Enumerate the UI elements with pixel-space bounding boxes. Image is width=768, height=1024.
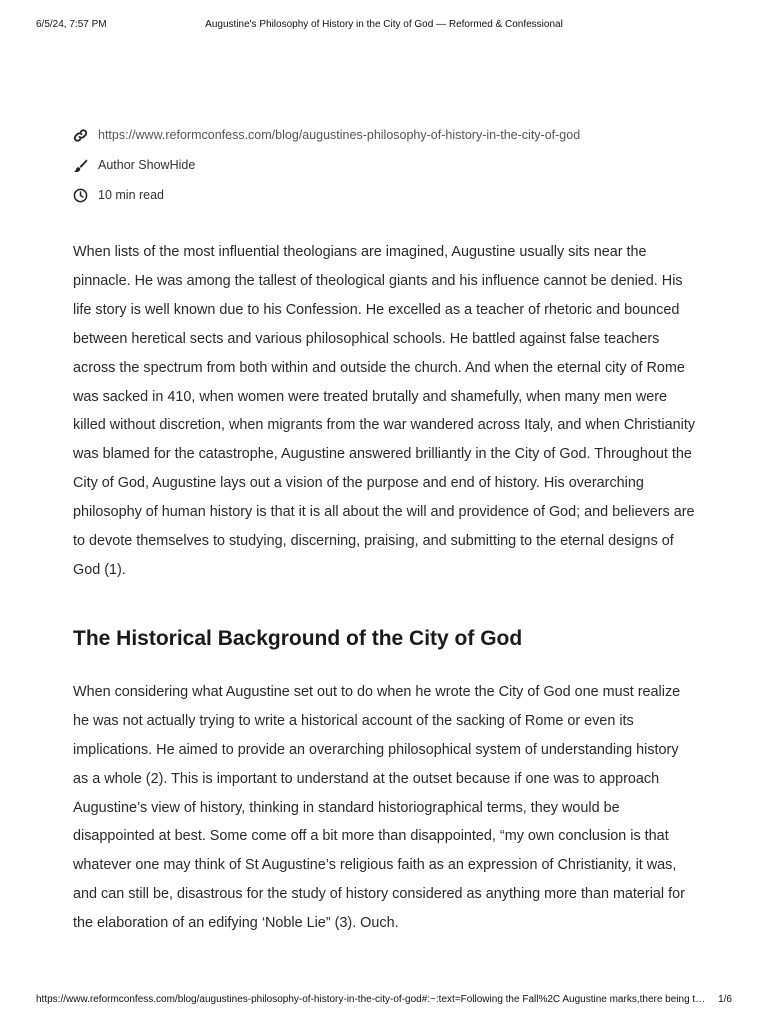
- print-datetime: 6/5/24, 7:57 PM: [36, 19, 107, 30]
- article-url-link[interactable]: https://www.reformconfess.com/blog/augustines-philosophy-of-history-in-the-city-of-god: [98, 128, 581, 142]
- print-page-title: Augustine's Philosophy of History in the City of God — Reformed & Confessional: [205, 19, 563, 30]
- intro-paragraph: When lists of the most influential theologians are imagined, Augustine usually sits near the pinnacle. He was among the tallest of theological giants and his influence cannot be denied. His life story is well known due to his Confession. He excelled as a teacher of rhetoric and bounced between heretical sects and various philosophical schools. He battled against false teachers across the spectrum from both within and outside the church. And when the eternal city of Rome was sacked in 410, when women were treated brutally and shamefully, when many men were killed without discretion, when migrants from the war wandered across Italy, and when Christianity was blamed for the catastrophe, Augustine answered brilliantly in the City of God. Throughout the City of God, Augustine lays out a vision of the purpose and end of history. His overarching philosophy of human history is that it is all about the will and providence of God; and believers are to devote themselves to studying, discerning, praising, and submitting to the eternal designs of God (1).: [73, 244, 696, 578]
- article-url-row: [72, 120, 712, 150]
- print-footer: [0, 994, 768, 1010]
- clock-icon: [72, 187, 88, 203]
- article-content: [73, 238, 697, 938]
- section-heading: The Historical Background of the City of God: [73, 626, 523, 650]
- article-meta: [72, 120, 712, 210]
- section-paragraph: When considering what Augustine set out to do when he wrote the City of God one must realize he was not actually trying to write a historical account of the sacking of Rome or even its implications. He aimed to provide an overarching philosophical system of understanding history as a whole (2). This is important to understand at the outset because if one was to approach Augustine’s view of history, thinking in standard historiographical terms, they would be disappointed at best. Some come off a bit more than disappointed, “my own conclusion is that whatever one may think of St Augustine’s religious faith as an expression of Christianity, it was, and can still be, disastrous for the study of history considered as anything more than material for the elaboration of an edifying ‘Noble Lie” (3). Ouch.: [73, 683, 685, 932]
- author-row: [72, 150, 712, 180]
- print-header: [0, 0, 768, 40]
- print-footer-url: https://www.reformconfess.com/blog/augustines-philosophy-of-history-in-the-city-of-god#:~:text=Following the Fall%2C Augustine marks,there being t…: [36, 994, 706, 1005]
- read-time-row: [72, 180, 712, 210]
- brush-icon: [72, 157, 88, 173]
- author-text[interactable]: Author ShowHide: [98, 158, 196, 172]
- link-icon: [72, 127, 88, 143]
- page-number: 1/6: [718, 994, 732, 1005]
- read-time-text: 10 min read: [98, 188, 165, 202]
